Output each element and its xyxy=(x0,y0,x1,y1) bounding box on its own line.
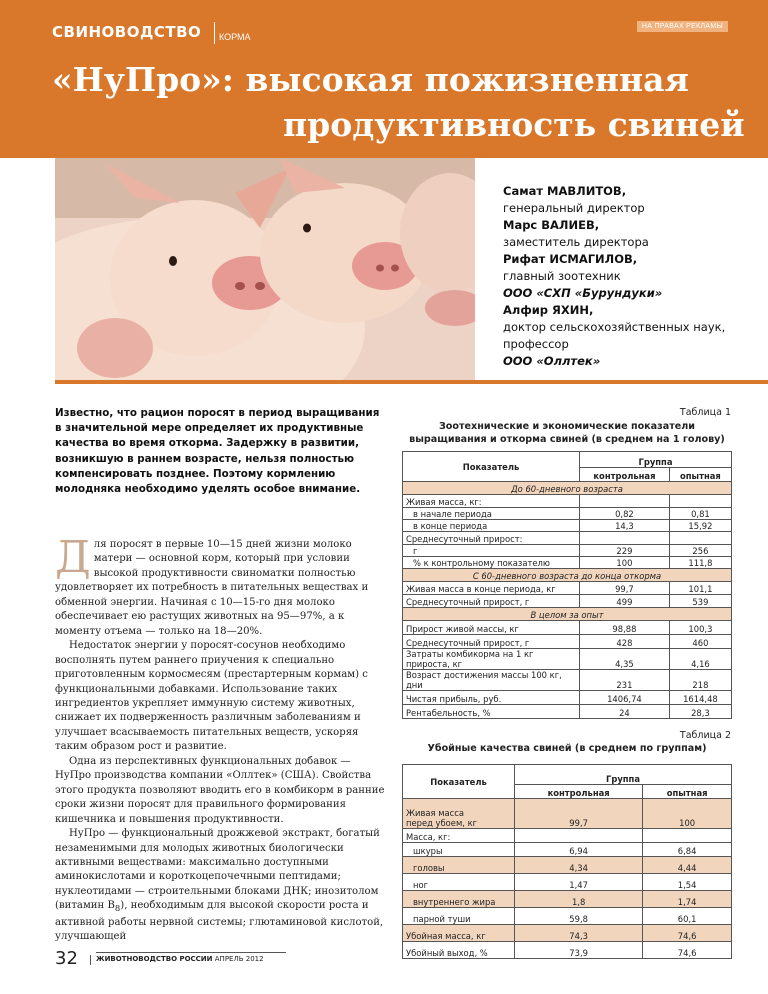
table-header: Группа xyxy=(580,452,732,468)
table-cell: 15,92 xyxy=(669,520,731,532)
article-title-line1: «НуПро»: высокая пожизненная xyxy=(52,60,689,99)
table-cell: 1614,48 xyxy=(669,691,731,705)
authors-block xyxy=(503,183,763,370)
author-name: Самат МАВЛИТОВ, xyxy=(503,184,627,198)
author-name: Марс ВАЛИЕВ, xyxy=(503,218,600,232)
author-role: генеральный директор xyxy=(503,201,645,215)
table-section: В целом за опыт xyxy=(403,608,732,621)
piglets-photo xyxy=(55,158,475,380)
table-cell: 99,7 xyxy=(515,799,643,829)
page-number: 32 xyxy=(55,948,78,969)
section-rubric: СВИНОВОДСТВО xyxy=(52,23,202,41)
table-cell: 74,6 xyxy=(643,925,732,942)
table-header: опытная xyxy=(669,468,731,482)
table-cell: 28,3 xyxy=(669,705,731,719)
table1 xyxy=(402,451,732,719)
table-cell: 74,3 xyxy=(515,925,643,942)
table-cell: Среднесуточный прирост, г xyxy=(403,595,580,608)
table-cell: 0,81 xyxy=(669,508,731,520)
table-section: С 60-дневного возраста до конца откорма xyxy=(403,569,732,582)
table-cell: 539 xyxy=(669,595,731,608)
table-cell: 218 xyxy=(669,670,731,691)
table-cell: 1,8 xyxy=(515,891,643,908)
table-cell: Убойная масса, кг xyxy=(403,925,515,942)
table-cell: внутреннего жира xyxy=(403,891,515,908)
table-cell: 14,3 xyxy=(580,520,670,532)
table-cell: Затраты комбикорма на 1 кг прироста, кг xyxy=(403,649,580,670)
table-cell: % к контрольному показателю xyxy=(403,557,580,569)
table-cell: головы xyxy=(403,857,515,874)
table-cell: 73,9 xyxy=(515,942,643,959)
table-cell: Среднесуточный прирост: xyxy=(403,532,580,545)
footer-magazine: ЖИВОТНОВОДСТВО РОССИИ АПРЕЛЬ 2012 xyxy=(96,955,264,963)
table-header: опытная xyxy=(643,785,732,799)
table-cell: Живая масса, кг: xyxy=(403,495,580,508)
table-cell: парной туши xyxy=(403,908,515,925)
author-role: доктор сельскохозяйственных наук, xyxy=(503,320,726,334)
table1-caption: Таблица 1 xyxy=(679,407,731,418)
table-cell: Убойный выход, % xyxy=(403,942,515,959)
table-cell: 1,54 xyxy=(643,874,732,891)
table-cell: в конце периода xyxy=(403,520,580,532)
body-paragraph: Недостаток энергии у поросят-сосунов необходимо восполнять путем раннего приучения к специально приготовленным кормосмесям (престартерным кормам) с функциональными добавками. Использование таких ингредиентов укрепляет иммунную систему животных, снижает их подверженность различным заболеваниям и улучшает всасываемость питательных веществ, ускоряя таким образом рост и развитие. xyxy=(55,640,368,753)
table-cell: 100 xyxy=(580,557,670,569)
table-cell: ног xyxy=(403,874,515,891)
author-name: Алфир ЯХИН, xyxy=(503,303,594,317)
table2-caption: Таблица 2 xyxy=(679,730,731,741)
table-cell: 0,82 xyxy=(580,508,670,520)
footer-rule xyxy=(96,952,286,953)
body-paragraph: НуПро — функциональный дрожжевой экстракт, богатый незаменимыми для молодых животных биологически активными веществами: максимально доступными аминокислотами и короткоцепочечными пептидами; нуклеотидами — строительными блоками ДНК; инозитолом (витамин $В_8$), необходимым для высокой скорости роста и активной работы нервной системы; глютаминовой кислотой, улучшающей xyxy=(55,828,384,943)
table-cell: 1406,74 xyxy=(580,691,670,705)
table-cell: Рентабельность, % xyxy=(403,705,580,719)
table-cell: 6,94 xyxy=(515,843,643,857)
ad-label: НА ПРАВАХ РЕКЛАМЫ xyxy=(637,21,728,32)
table-cell: Чистая прибыль, руб. xyxy=(403,691,580,705)
author-role: профессор xyxy=(503,337,569,351)
table-cell: г xyxy=(403,545,580,557)
table-cell: 229 xyxy=(580,545,670,557)
table-cell: шкуры xyxy=(403,843,515,857)
table-cell: Среднесуточный прирост, г xyxy=(403,635,580,649)
table-cell: 6,84 xyxy=(643,843,732,857)
table2 xyxy=(402,764,732,959)
subsection-rubric: КОРМА xyxy=(214,22,251,44)
table2-title: Убойные качества свиней (в среднем по группам) xyxy=(427,743,707,754)
table-cell: 74,6 xyxy=(643,942,732,959)
table-section: До 60-дневного возраста xyxy=(403,482,732,495)
table-cell: Масса, кг: xyxy=(403,829,515,843)
author-role: заместитель директора xyxy=(503,235,649,249)
table-cell: 60,1 xyxy=(643,908,732,925)
table-cell: 99,7 xyxy=(580,582,670,595)
table-cell: 4,44 xyxy=(643,857,732,874)
table-header: Группа xyxy=(515,765,732,785)
table-cell: Живая масса в конце периода, кг xyxy=(403,582,580,595)
table-cell: 256 xyxy=(669,545,731,557)
table-header: контрольная xyxy=(515,785,643,799)
table1-title: Зоотехнические и экономические показатели выращивания и откорма свиней (в среднем на 1 голову) xyxy=(409,421,725,445)
table-cell: 1,74 xyxy=(643,891,732,908)
table-cell: Живая масса перед убоем, кг xyxy=(403,799,515,829)
table-cell: 4,35 xyxy=(580,649,670,670)
lead-paragraph: Известно, что рацион поросят в период выращивания в значительной мере определяет их продуктивные качества во время откорма. Задержку в развитии, возникшую в раннем возрасте, нельзя полностью компенсировать позднее. Поэтому кормлению молодняка необходимо уделять особое внимание. xyxy=(55,407,380,496)
table-cell: Прирост живой массы, кг xyxy=(403,621,580,635)
body-paragraph: Для поросят в первые 10—15 дней жизни молоко матери — основной корм, который при условии высокой продуктивности свиноматки полностью удовлетворяет их потребность в питательных веществах и обменной энергии. Начиная с 10—15-го дня молоко обеспечивает ею растущих животных на 95—97%, а к моменту отъема — только на 18—20%. xyxy=(55,532,369,637)
table-header: Показатель xyxy=(403,452,580,482)
table-header: контрольная xyxy=(580,468,670,482)
table-cell: 1,47 xyxy=(515,874,643,891)
author-role: главный зоотехник xyxy=(503,269,621,283)
table-cell: 98,88 xyxy=(580,621,670,635)
body-paragraph: Одна из перспективных функциональных добавок — НуПро производства компании «Оллтек» (США). Свойства этого продукта позволяют вводить его в комбикорм в ранние сроки жизни поросят для правильного формирования кишечника и повышения продуктивности. xyxy=(55,755,385,825)
footer-divider xyxy=(90,955,91,965)
article-title-line2: продуктивность свиней xyxy=(283,105,745,144)
table-cell: 111,8 xyxy=(669,557,731,569)
table-cell: 231 xyxy=(580,670,670,691)
divider-line xyxy=(55,380,768,384)
table-cell: 4,34 xyxy=(515,857,643,874)
table-cell: 100,3 xyxy=(669,621,731,635)
table-cell: 101,1 xyxy=(669,582,731,595)
table-cell: 24 xyxy=(580,705,670,719)
table-cell: 4,16 xyxy=(669,649,731,670)
table-cell: 460 xyxy=(669,635,731,649)
author-organization: ООО «Оллтек» xyxy=(503,354,601,368)
table-cell: 100 xyxy=(643,799,732,829)
author-organization: ООО «СХП «Бурундуки» xyxy=(503,286,663,300)
author-name: Рифат ИСМАГИЛОВ, xyxy=(503,252,638,266)
table-cell: 428 xyxy=(580,635,670,649)
table-cell: Возраст достижения массы 100 кг, дни xyxy=(403,670,580,691)
table-cell: в начале периода xyxy=(403,508,580,520)
article-body xyxy=(55,532,387,945)
drop-cap: Д xyxy=(55,532,91,583)
table-header: Показатель xyxy=(403,765,515,799)
table-cell: 59,8 xyxy=(515,908,643,925)
table-cell: 499 xyxy=(580,595,670,608)
